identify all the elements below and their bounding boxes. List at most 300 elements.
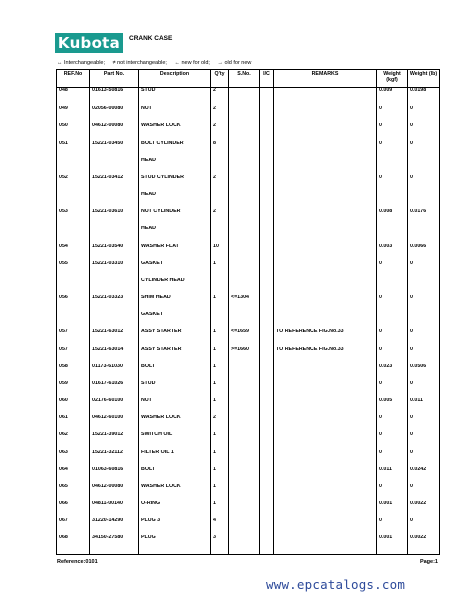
cell-description: BOLT (139, 364, 211, 381)
cell-ic (260, 329, 274, 346)
cell-description: STUD CYLINDER (139, 175, 211, 192)
legend (57, 60, 257, 66)
cell-weight-lb: 0 (408, 432, 440, 449)
cell-serial-no (229, 398, 260, 415)
cell-weight-lb: 0 (408, 347, 440, 364)
cell-ic (260, 192, 274, 209)
cell-ref-no: 054 (57, 244, 90, 261)
table-row (57, 501, 440, 518)
cell-serial-no (229, 278, 260, 295)
cell-qty: 1 (211, 364, 229, 381)
cell-remarks (274, 295, 377, 312)
cell-part-no: 01173-61030 (90, 364, 139, 381)
cell-weight-kgf: 0.011 (377, 467, 408, 484)
cell-weight-kgf: 0.023 (377, 364, 408, 381)
table-row (57, 484, 440, 501)
cell-weight-lb: 0 (408, 518, 440, 535)
cell-qty: 2 (211, 88, 229, 107)
cell-ref-no: 068 (57, 535, 90, 552)
cell-part-no: 02056-00080 (90, 106, 139, 123)
cell-remarks (274, 467, 377, 484)
table-row (57, 226, 440, 243)
table-row (57, 329, 440, 346)
cell-description: WASHER LOCK (139, 415, 211, 432)
cell-remarks (274, 123, 377, 140)
cell-weight-lb: 0 (408, 261, 440, 278)
cell-ref-no: 055 (57, 261, 90, 278)
cell-ic (260, 450, 274, 467)
cell-part-no (90, 226, 139, 243)
cell-ic (260, 158, 274, 175)
filler-cell (229, 553, 260, 555)
cell-ref-no (57, 226, 90, 243)
cell-ref-no: 067 (57, 518, 90, 535)
cell-ic (260, 175, 274, 192)
cell-remarks (274, 226, 377, 243)
filler-cell (408, 553, 440, 555)
cell-ic (260, 295, 274, 312)
cell-weight-lb: 0 (408, 450, 440, 467)
cell-part-no: 15221-03323 (90, 295, 139, 312)
cell-weight-lb: 0.011 (408, 398, 440, 415)
cell-part-no: 04612-00080 (90, 484, 139, 501)
cell-ref-no: 064 (57, 467, 90, 484)
table-row (57, 175, 440, 192)
cell-part-no: 15221-39012 (90, 432, 139, 449)
cell-ref-no: 051 (57, 141, 90, 158)
cell-ref-no (57, 278, 90, 295)
cell-weight-kgf: 0.001 (377, 501, 408, 518)
table-row (57, 88, 440, 107)
cell-description: ASSY STARTER (139, 347, 211, 364)
cell-weight-kgf: 0 (377, 432, 408, 449)
cell-weight-lb: 0 (408, 175, 440, 192)
cell-part-no: 15221-63012 (90, 329, 139, 346)
table-row (57, 347, 440, 364)
cell-part-no: 34150-27580 (90, 535, 139, 552)
cell-weight-lb: 0.0022 (408, 501, 440, 518)
cell-serial-no (229, 88, 260, 107)
cell-description: GASKET (139, 261, 211, 278)
cell-qty: 1 (211, 347, 229, 364)
cell-weight-kgf: 0 (377, 484, 408, 501)
cell-ic (260, 312, 274, 329)
cell-weight-lb: 0.0022 (408, 535, 440, 552)
cell-ref-no: 053 (57, 209, 90, 226)
table-row (57, 123, 440, 140)
cell-ref-no: 050 (57, 123, 90, 140)
table-row (57, 158, 440, 175)
cell-part-no (90, 158, 139, 175)
legend-not-interchangeable: ≠ not interchangeable; (112, 60, 167, 66)
cell-serial-no (229, 415, 260, 432)
filler-cell (139, 553, 211, 555)
cell-remarks (274, 192, 377, 209)
cell-ref-no: 056 (57, 295, 90, 312)
cell-weight-kgf: 0 (377, 381, 408, 398)
cell-serial-no (229, 123, 260, 140)
filler-cell (274, 553, 377, 555)
page-title: CRANK CASE (129, 35, 173, 42)
cell-weight-lb: 0 (408, 329, 440, 346)
cell-weight-lb (408, 312, 440, 329)
cell-qty: 4 (211, 518, 229, 535)
legend-interchangeable: ↔ Interchangeable; (57, 60, 106, 66)
cell-qty (211, 312, 229, 329)
cell-remarks (274, 88, 377, 107)
cell-ic (260, 88, 274, 107)
cell-weight-lb: 0.0242 (408, 467, 440, 484)
table-row (57, 192, 440, 209)
parts-table (56, 69, 440, 555)
cell-weight-kgf (377, 158, 408, 175)
cell-serial-no (229, 501, 260, 518)
filler-cell (90, 553, 139, 555)
cell-description: CYLINDER HEAD (139, 278, 211, 295)
cell-weight-lb: 0.0198 (408, 88, 440, 107)
cell-description: PLUG 3 (139, 518, 211, 535)
table-row (57, 381, 440, 398)
cell-weight-lb (408, 226, 440, 243)
table-row (57, 518, 440, 535)
cell-qty: 1 (211, 295, 229, 312)
cell-ic (260, 415, 274, 432)
cell-part-no: 01617-61026 (90, 381, 139, 398)
cell-qty: 2 (211, 106, 229, 123)
cell-ref-no: 065 (57, 484, 90, 501)
cell-description: BOLT CYLINDER (139, 141, 211, 158)
table-row (57, 415, 440, 432)
col-description: Description (139, 70, 211, 88)
cell-weight-kgf (377, 278, 408, 295)
cell-qty: 1 (211, 261, 229, 278)
table-row (57, 244, 440, 261)
cell-ic (260, 467, 274, 484)
cell-serial-no (229, 381, 260, 398)
cell-remarks (274, 158, 377, 175)
cell-ic (260, 535, 274, 552)
table-row (57, 467, 440, 484)
col-remarks: REMARKS (274, 70, 377, 88)
cell-ic (260, 381, 274, 398)
cell-ref-no: 057 (57, 347, 90, 364)
table-row (57, 106, 440, 123)
cell-qty: 1 (211, 484, 229, 501)
cell-ic (260, 106, 274, 123)
cell-ref-no: 062 (57, 432, 90, 449)
cell-serial-no (229, 158, 260, 175)
cell-remarks (274, 209, 377, 226)
cell-description: HEAD (139, 226, 211, 243)
cell-weight-lb (408, 278, 440, 295)
cell-weight-kgf: 0 (377, 450, 408, 467)
cell-description: BOLT (139, 467, 211, 484)
table-row (57, 364, 440, 381)
cell-serial-no (229, 450, 260, 467)
cell-serial-no: <=1304 (229, 295, 260, 312)
cell-ref-no: 063 (57, 450, 90, 467)
table-row (57, 312, 440, 329)
parts-table-body (57, 88, 440, 555)
cell-weight-lb: 0 (408, 141, 440, 158)
cell-weight-lb: 0 (408, 106, 440, 123)
col-weight-kgf: Weight (kgf) (377, 70, 408, 88)
cell-description: PLUG (139, 535, 211, 552)
col-serial-no: S.No. (229, 70, 260, 88)
cell-remarks (274, 484, 377, 501)
cell-qty: 2 (211, 415, 229, 432)
cell-qty: 8 (211, 141, 229, 158)
cell-qty (211, 226, 229, 243)
cell-ic (260, 141, 274, 158)
cell-qty: 1 (211, 398, 229, 415)
cell-ic (260, 484, 274, 501)
cell-ic (260, 226, 274, 243)
cell-remarks (274, 364, 377, 381)
cell-qty: 1 (211, 432, 229, 449)
cell-description: WASHER FLAT (139, 244, 211, 261)
table-row (57, 209, 440, 226)
cell-weight-lb: 0 (408, 123, 440, 140)
cell-serial-no (229, 192, 260, 209)
cell-description: HEAD (139, 192, 211, 209)
cell-ref-no: 059 (57, 381, 90, 398)
cell-serial-no (229, 226, 260, 243)
cell-description: NUT (139, 106, 211, 123)
cell-description: SWITCH OIL (139, 432, 211, 449)
col-qty: Q'ty (211, 70, 229, 88)
cell-weight-kgf: 0 (377, 518, 408, 535)
cell-ic (260, 261, 274, 278)
cell-weight-kgf (377, 192, 408, 209)
cell-weight-kgf: 0 (377, 295, 408, 312)
footer-reference: Reference:0101 (57, 559, 98, 565)
cell-remarks (274, 244, 377, 261)
table-header-row (57, 70, 440, 88)
cell-part-no (90, 278, 139, 295)
cell-remarks (274, 106, 377, 123)
cell-part-no: 02176-60100 (90, 398, 139, 415)
table-row (57, 535, 440, 552)
cell-part-no (90, 192, 139, 209)
cell-weight-lb: 0.0066 (408, 244, 440, 261)
cell-serial-no (229, 364, 260, 381)
cell-part-no: 15221-03412 (90, 175, 139, 192)
cell-weight-lb (408, 192, 440, 209)
cell-description: GASKET (139, 312, 211, 329)
cell-serial-no (229, 312, 260, 329)
filler-cell (211, 553, 229, 555)
cell-weight-lb: 0 (408, 484, 440, 501)
cell-description: HEAD (139, 158, 211, 175)
cell-part-no: 15221-63014 (90, 347, 139, 364)
cell-serial-no (229, 244, 260, 261)
cell-part-no: 31220-14290 (90, 518, 139, 535)
cell-weight-kgf: 0 (377, 175, 408, 192)
cell-ref-no: 066 (57, 501, 90, 518)
cell-description: O-RING (139, 501, 211, 518)
cell-weight-lb: 0 (408, 415, 440, 432)
cell-ic (260, 518, 274, 535)
cell-serial-no (229, 175, 260, 192)
cell-ic (260, 398, 274, 415)
cell-weight-lb: 0.0506 (408, 364, 440, 381)
col-ic: I/C (260, 70, 274, 88)
cell-qty: 1 (211, 381, 229, 398)
table-row (57, 398, 440, 415)
cell-weight-kgf: 0 (377, 415, 408, 432)
cell-part-no: 15221-03310 (90, 261, 139, 278)
cell-serial-no (229, 106, 260, 123)
cell-part-no: 01613-50816 (90, 88, 139, 107)
cell-remarks (274, 398, 377, 415)
cell-remarks (274, 261, 377, 278)
cell-qty: 2 (211, 175, 229, 192)
cell-ref-no: 058 (57, 364, 90, 381)
cell-serial-no (229, 141, 260, 158)
cell-serial-no (229, 209, 260, 226)
cell-remarks (274, 312, 377, 329)
cell-qty: 2 (211, 209, 229, 226)
cell-serial-no (229, 484, 260, 501)
cell-description: WASHER LOCK (139, 484, 211, 501)
cell-qty (211, 192, 229, 209)
legend-new-for-old: ← new for old; (174, 60, 210, 66)
cell-description: FILTER OIL 1 (139, 450, 211, 467)
cell-remarks (274, 432, 377, 449)
cell-remarks (274, 501, 377, 518)
cell-description: STUD (139, 88, 211, 107)
filler-cell (57, 553, 90, 555)
cell-ref-no: 049 (57, 106, 90, 123)
cell-ref-no: 060 (57, 398, 90, 415)
cell-weight-kgf: 0 (377, 347, 408, 364)
cell-part-no: 01063-60816 (90, 467, 139, 484)
cell-ic (260, 432, 274, 449)
filler-cell (260, 553, 274, 555)
cell-ref-no: 061 (57, 415, 90, 432)
cell-weight-kgf: 0.001 (377, 535, 408, 552)
cell-qty: 3 (211, 535, 229, 552)
cell-part-no: 04612-60100 (90, 415, 139, 432)
table-row (57, 450, 440, 467)
table-row (57, 278, 440, 295)
cell-remarks (274, 535, 377, 552)
cell-weight-kgf: 0 (377, 329, 408, 346)
cell-weight-kgf: 0 (377, 106, 408, 123)
cell-ic (260, 123, 274, 140)
cell-weight-kgf: 0.009 (377, 88, 408, 107)
cell-weight-kgf: 0 (377, 141, 408, 158)
cell-serial-no (229, 535, 260, 552)
filler-cell (377, 553, 408, 555)
cell-qty: 1 (211, 467, 229, 484)
col-weight-lb: Weight (lb) (408, 70, 440, 88)
cell-description: WASHER LOCK (139, 123, 211, 140)
cell-weight-kgf (377, 226, 408, 243)
table-row (57, 261, 440, 278)
cell-ref-no: 052 (57, 175, 90, 192)
watermark: www.epcatalogs.com (266, 577, 406, 592)
cell-remarks: TO REFERENCE FIG.No.33 (274, 329, 377, 346)
cell-description: STUD (139, 381, 211, 398)
cell-serial-no (229, 467, 260, 484)
cell-remarks (274, 278, 377, 295)
cell-part-no: 04811-00140 (90, 501, 139, 518)
cell-weight-lb: 0 (408, 381, 440, 398)
cell-ic (260, 347, 274, 364)
cell-part-no: 15221-03540 (90, 244, 139, 261)
col-ref-no: REF.No (57, 70, 90, 88)
cell-remarks: TO REFERENCE FIG.No.33 (274, 347, 377, 364)
cell-weight-lb: 0 (408, 295, 440, 312)
cell-description: ASSY STARTER (139, 329, 211, 346)
cell-part-no: 04612-00080 (90, 123, 139, 140)
cell-remarks (274, 381, 377, 398)
cell-remarks (274, 415, 377, 432)
cell-qty: 1 (211, 450, 229, 467)
cell-remarks (274, 450, 377, 467)
cell-serial-no (229, 432, 260, 449)
table-row (57, 432, 440, 449)
cell-weight-kgf: 0.003 (377, 244, 408, 261)
cell-weight-kgf (377, 312, 408, 329)
cell-part-no: 15221-03610 (90, 209, 139, 226)
cell-serial-no (229, 518, 260, 535)
cell-remarks (274, 518, 377, 535)
col-part-no: Part No. (90, 70, 139, 88)
cell-weight-kgf: 0 (377, 123, 408, 140)
cell-part-no (90, 312, 139, 329)
table-filler-row (57, 553, 440, 555)
legend-old-for-new: → old for new (217, 60, 252, 66)
cell-qty: 1 (211, 329, 229, 346)
cell-description: NUT (139, 398, 211, 415)
cell-remarks (274, 141, 377, 158)
cell-qty: 2 (211, 123, 229, 140)
cell-description: NUT CYLINDER (139, 209, 211, 226)
cell-qty: 10 (211, 244, 229, 261)
cell-serial-no: <=1659 (229, 329, 260, 346)
cell-ref-no (57, 158, 90, 175)
cell-ref-no (57, 192, 90, 209)
table-row (57, 141, 440, 158)
cell-part-no: 15221-32112 (90, 450, 139, 467)
cell-ic (260, 244, 274, 261)
cell-ic (260, 364, 274, 381)
cell-ic (260, 209, 274, 226)
cell-weight-lb: 0.0176 (408, 209, 440, 226)
cell-serial-no: >=1660 (229, 347, 260, 364)
cell-ic (260, 278, 274, 295)
cell-weight-kgf: 0.008 (377, 209, 408, 226)
cell-qty (211, 278, 229, 295)
cell-ref-no: 057 (57, 329, 90, 346)
table-row (57, 295, 440, 312)
cell-weight-kgf: 0 (377, 261, 408, 278)
cell-qty: 1 (211, 501, 229, 518)
cell-ref-no (57, 312, 90, 329)
cell-qty (211, 158, 229, 175)
cell-description: SHIM HEAD (139, 295, 211, 312)
kubota-logo: Kubota (55, 33, 123, 53)
cell-weight-kgf: 0.005 (377, 398, 408, 415)
cell-serial-no (229, 261, 260, 278)
cell-remarks (274, 175, 377, 192)
cell-ic (260, 501, 274, 518)
cell-ref-no: 048 (57, 88, 90, 107)
cell-weight-lb (408, 158, 440, 175)
